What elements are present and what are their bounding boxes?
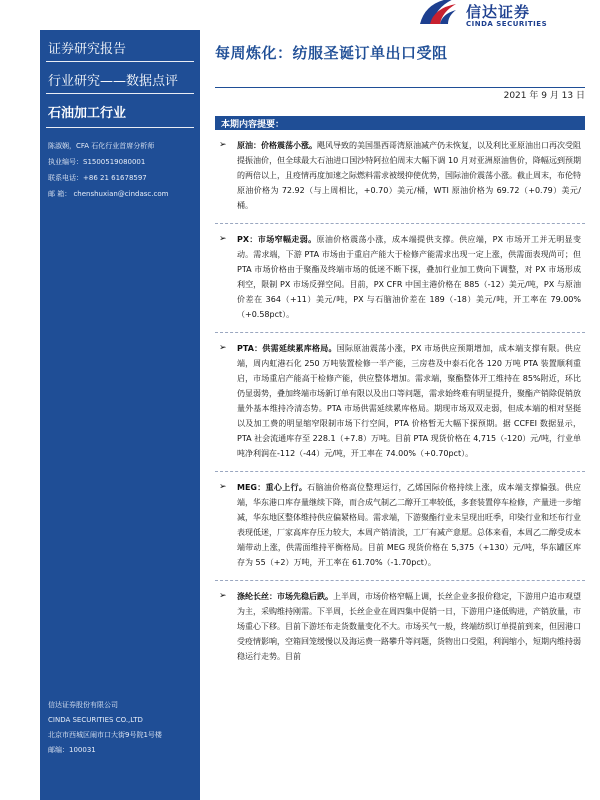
company-address: 北京市西城区闹市口大街9号院1号楼 [48, 731, 162, 739]
divider [46, 127, 194, 128]
item-heading: MEG：重心上行。 [237, 483, 308, 492]
item-heading: 涤纶长丝：市场先稳后跌。 [237, 592, 333, 601]
arrow-bullet-icon: ➢ [219, 343, 227, 353]
analyst-license: 执业编号：S1500519080001 [48, 158, 146, 166]
cinda-logo-mark-icon [418, 0, 458, 26]
cinda-logo [410, 0, 580, 34]
item-heading: PTA：供需延续累库格局。 [237, 344, 337, 353]
item-body: 飓风导致的美国墨西哥湾原油减产仍未恢复，以及利比亚原油出口再次受阻提振油价，但全球最大石油进口国沙特阿拉伯周末大幅下调 10 月对亚洲原油售价，降幅远到预期的两倍以上，且疫情再度加速之际燃料需求被缓抑使优势，国际油价震荡小涨。截止周末，布伦特原油价格为 72.92（与上周相比，+0.70）美元/桶，WTI 原油价格为 69.72（+0.79）美元/桶。 [237, 141, 581, 210]
item-body: 上半周，市场价格窄幅上调，长丝企业多报价稳定，下游用户追市观望为主，采购维持刚需。下半周，长丝企业在周四集中促销一日，下游用户逢低购进，产销放量，市场重心下移。目前下游坯布走货数量变化不大。市场买气一般，终端纺织订单提前到来，但因港口受疫情影响，空箱回笼缓慢以及海运费一路攀升等问题，货物出口受阻，利润缩小，短期内维持弱稳运行走势。目前 [237, 592, 581, 661]
arrow-bullet-icon: ➢ [219, 482, 227, 492]
report-date: 2021 年 9 月 13 日 [503, 91, 585, 101]
item-body: 国际原油震荡小涨，PX 市场供应预期增加，成本端支撑有限。供应端，周内虹港石化 250 万吨装置检修一半产能，三房巷及中泰石化各 120 万吨 PTA 装置顺利重启，市场重启产能高于检修产能，供应整体增加。需求端，聚酯整体开工维持在 85%附近，环比仍显弱势，叠加终端市场新订单有限以及出口等问题，需求始终难有明显提升，聚酯产销除促销放量外基本维持冷清态势。PTA 市场供需延续累库格局。期现市场双双走弱，但成本端的相对坚挺以及加工费的明显缩窄限制市场下行空间，PTA 价格暂无大幅下探预期。据 CCFEI 数据显示，PTA 社会流通库存至 228.1（+7.8）万吨。目前 PTA 现货价格在 4,715（-120）元/吨，行业单吨净利润在-112（-44）元/吨，开工率在 74.00%（+0.70pct）。 [237, 344, 581, 458]
summary-header: 本期内容提要： [215, 116, 585, 130]
arrow-bullet-icon: ➢ [219, 234, 227, 244]
item-body: 原油价格震荡小涨，成本端提供支撑。供应端，PX 市场开工并无明显变动。需求端，下游 PTA 市场由于重启产能大于检修产能需求出现一定上涨，供需面表现尚可；但 PTA 市场价格由于聚酯及终端市场的低迷不断下探，叠加行业加工费向下调整，对 PX 市场形成利空，限制 PX 市场反弹空间。目前，PX CFR 中国主港价格在 885（-12）美元/吨，PX 与原油价差在 364（+11）美元/吨，PX 与石脑油价差在 189（-18）美元/吨，开工率在 79.00%（+0.58pct）。 [237, 235, 581, 319]
list-item-px [215, 232, 585, 328]
summary-list [215, 138, 585, 670]
list-item-polyester-filament [215, 589, 585, 670]
logo-text-en: CINDA SECURITIES [466, 20, 548, 28]
item-heading: PX：市场窄幅走弱。 [237, 235, 317, 244]
divider [46, 93, 194, 94]
item-heading: 原油：价格震荡小涨。 [237, 141, 317, 150]
arrow-bullet-icon: ➢ [219, 591, 227, 601]
analyst-phone: 联系电话：+86 21 61678597 [48, 174, 147, 182]
company-name-en: CINDA SECURITIES CO.,LTD [48, 716, 143, 724]
company-name-cn: 信达证券股份有限公司 [48, 701, 118, 709]
item-body: 石脑油价格高位整理运行，乙烯国际价格持续上涨，成本端支撑偏强。供应端，华东港口库存量继续下降，而合成气制乙二醇开工率较低，多套装置停车检修，产量进一步缩减，华东地区整体维持供应偏紧格局。需求端，下游聚酯行业未呈现出旺季，印染行业和坯布行业表现低迷，厂家高库存压力较大，本周产销清淡，工厂有减产意愿。总体来看，本周乙二醇受成本端带动上涨，供需面维持平衡格局。目前 MEG 现货价格在 5,375（+130）元/吨，华东罐区库存为 55（+2）万吨，开工率在 61.70%（-1.70pct）。 [237, 483, 581, 567]
list-item-crude-oil [215, 138, 585, 219]
sidebar [40, 30, 200, 800]
analyst-info [40, 128, 200, 202]
page-title: 每周炼化：纺服圣诞订单出口受阻 [215, 44, 448, 62]
company-postcode: 邮编：100031 [48, 746, 96, 754]
analyst-name: 陈淑娴，CFA 石化行业首席分析师 [48, 142, 155, 150]
divider [46, 61, 194, 62]
company-info [48, 698, 162, 758]
list-item-pta [215, 341, 585, 467]
divider [215, 223, 585, 224]
divider [215, 580, 585, 581]
arrow-bullet-icon: ➢ [219, 140, 227, 150]
logo-text-cn: 信达证券 [466, 3, 531, 21]
report-category: 行业研究——数据点评 [48, 74, 179, 89]
analyst-email: 邮 箱： chenshuxian@cindasc.com [48, 190, 169, 198]
divider [215, 332, 585, 333]
industry-name: 石油加工行业 [48, 106, 127, 121]
divider [215, 471, 585, 472]
main-content [215, 30, 585, 661]
report-type: 证券研究报告 [48, 42, 127, 57]
list-item-meg [215, 480, 585, 576]
